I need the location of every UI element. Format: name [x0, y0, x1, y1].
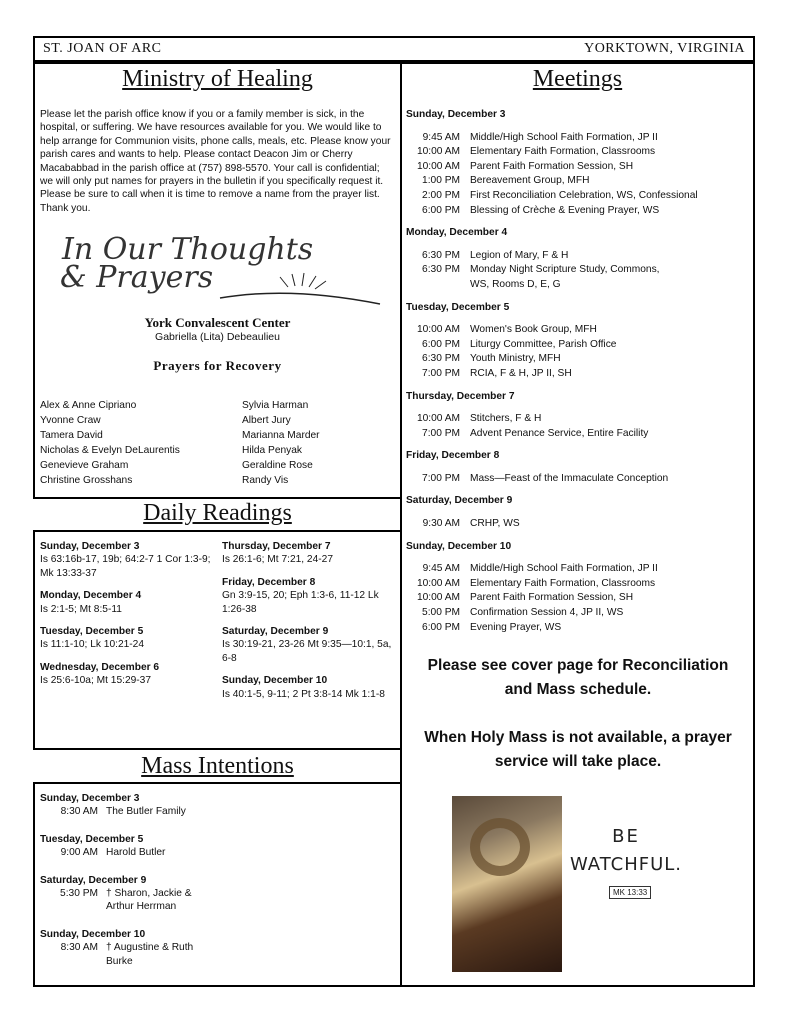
- meeting-time: 7:00 PM: [422, 472, 460, 484]
- reading-day: Thursday, December 7: [222, 541, 331, 552]
- meeting-day: [406, 226, 751, 292]
- intention-time: 5:30 PM: [60, 888, 98, 900]
- reading-text: Is 11:1-10; Lk 10:21-24: [40, 639, 145, 651]
- intention-time: 8:30 AM: [60, 806, 98, 818]
- intention-time: 8:30 AM: [60, 942, 98, 954]
- logo-line2: & Prayers: [60, 260, 214, 295]
- reading-text: Is 25:6-10a; Mt 15:29-37: [40, 675, 151, 687]
- intention-who: † Augustine & Ruth Burke: [106, 942, 194, 967]
- meeting-desc: Elementary Faith Formation, Classrooms: [470, 577, 656, 589]
- intentions-list: [40, 792, 395, 968]
- meeting-day: [406, 301, 751, 382]
- reading-day: Sunday, December 3: [40, 541, 140, 552]
- intention-who: The Butler Family: [106, 806, 186, 818]
- recovery-names-right: [242, 398, 392, 488]
- intention-day: Saturday, December 9: [40, 874, 147, 886]
- meeting-desc: Women's Book Group, MFH: [470, 324, 597, 336]
- meeting-desc: Advent Penance Service, Entire Facility: [470, 427, 649, 439]
- intention-day: Sunday, December 3: [40, 793, 140, 804]
- meeting-time: 6:00 PM: [422, 338, 460, 350]
- intention-item: [40, 792, 395, 819]
- center-name: York Convalescent Center: [144, 315, 291, 330]
- logo-line1: In Our Thoughts: [62, 232, 314, 267]
- intention-day: Tuesday, December 5: [40, 833, 144, 845]
- meeting-day-label: Tuesday, December 5: [406, 301, 510, 313]
- intention-item: [40, 928, 395, 968]
- meeting-day-label: Friday, December 8: [406, 450, 500, 462]
- meeting-time: 10:00 AM: [416, 592, 460, 604]
- meeting-day-label: Sunday, December 3: [406, 109, 506, 120]
- reading-day: Saturday, December 9: [222, 626, 329, 638]
- list-item: Yvonne Craw: [40, 415, 101, 426]
- meeting-time: 2:00 PM: [422, 189, 460, 201]
- meeting-desc: Bereavement Group, MFH: [470, 175, 590, 187]
- meeting-time: 5:00 PM: [422, 607, 460, 619]
- reading-day: Friday, December 8: [222, 576, 316, 588]
- meeting-day-label: Monday, December 4: [406, 227, 508, 239]
- meeting-time: 10:00 AM: [416, 413, 460, 425]
- meeting-desc: Confirmation Session 4, JP II, WS: [470, 607, 624, 619]
- meeting-day: [406, 390, 751, 442]
- reading-text: Is 30:19-21, 23-26 Mt 9:35—10:1, 5a, 6-8: [222, 639, 392, 664]
- prayers-logo: [60, 228, 390, 314]
- meeting-desc: Liturgy Committee, Parish Office: [470, 338, 617, 350]
- reading-day: Sunday, December 10: [222, 675, 328, 687]
- parish-name: ST. JOAN OF ARC: [43, 41, 162, 56]
- reading-day: Tuesday, December 5: [40, 626, 144, 638]
- meeting-time: 9:30 AM: [422, 518, 460, 530]
- meeting-day: [406, 449, 751, 486]
- list-item: Genevieve Graham: [40, 460, 129, 471]
- page-header: [33, 36, 755, 62]
- meeting-time: 9:45 AM: [422, 131, 460, 143]
- list-item: Randy Vis: [242, 475, 289, 486]
- meeting-desc: Parent Faith Formation Session, SH: [470, 160, 634, 172]
- meeting-desc: Blessing of Crèche & Evening Prayer, WS: [470, 204, 660, 216]
- intention-who: † Sharon, Jackie & Arthur Herrman: [106, 888, 192, 913]
- reading-day: Monday, December 4: [40, 590, 142, 602]
- meeting-time: 7:00 PM: [422, 367, 460, 379]
- list-item: Geraldine Rose: [242, 460, 313, 471]
- meeting-day-label: Thursday, December 7: [406, 390, 515, 402]
- center-person: Gabriella (Lita) Debeaulieu: [155, 331, 280, 343]
- list-item: Alex & Anne Cipriano: [40, 400, 137, 411]
- list-item: Nicholas & Evelyn DeLaurentis: [40, 445, 180, 456]
- watchful-line2: WATCHFUL.: [569, 854, 683, 875]
- meeting-time: 6:30 PM: [422, 249, 460, 261]
- list-item: Sylvia Harman: [242, 400, 309, 411]
- meeting-time: 9:45 AM: [422, 563, 460, 575]
- watchful-line1: BE: [612, 826, 640, 847]
- intention-item: [40, 874, 395, 914]
- healing-body: Please let the parish office know if you or a family member is sick, in the hospital, or suffering. We have resources available for you. We would like to help arrange for Communion visits, phone calls, meals, etc. Please know your parish cares and wants to help. Please contact Deacon Jim or Cherry Macababbad in the parish office at (757) 898-5570. Your call is confidential; we will only put names for prayers in the bulletin if you specifically request it. Please be sure to call when it is time to remove a name from the prayer list. Thank you.: [40, 109, 391, 214]
- meeting-desc: RCIA, F & H, JP II, SH: [470, 367, 572, 379]
- meeting-desc: Stitchers, F & H: [470, 413, 542, 425]
- meetings-list: [406, 108, 751, 635]
- meeting-desc: CRHP, WS: [470, 518, 520, 530]
- intention-day: Sunday, December 10: [40, 928, 146, 940]
- reading-text: Is 63:16b-17, 19b; 64:2-7 1 Cor 1:3-9; Mk 13:33-37: [40, 554, 211, 579]
- meeting-time: 6:30 PM: [422, 353, 460, 365]
- intention-item: [40, 833, 395, 860]
- meeting-desc: Monday Night Scripture Study, Commons, WS, Rooms D, E, G: [470, 264, 660, 290]
- be-watchful-image: [452, 796, 687, 972]
- intention-who: Harold Butler: [106, 847, 166, 859]
- meeting-desc: Middle/High School Faith Formation, JP II: [470, 563, 658, 575]
- meeting-time: 1:00 PM: [422, 175, 460, 187]
- meeting-time: 6:30 PM: [422, 264, 460, 276]
- reading-text: Is 2:1-5; Mt 8:5-11: [40, 603, 122, 615]
- reading-text: Is 26:1-6; Mt 7:21, 24-27: [222, 554, 333, 566]
- notice-prayer-service: When Holy Mass is not available, a prayer service will take place.: [424, 729, 732, 770]
- meeting-desc: Youth Ministry, MFH: [470, 353, 561, 365]
- mug-handle: [470, 818, 530, 876]
- readings-right: [222, 540, 397, 701]
- meeting-time: 10:00 AM: [416, 324, 460, 336]
- meeting-desc: Evening Prayer, WS: [470, 621, 562, 633]
- meeting-time: 10:00 AM: [416, 577, 460, 589]
- reading-text: Gn 3:9-15, 20; Eph 1:3-6, 11-12 Lk 1:26-38: [222, 590, 379, 615]
- reading-day: Wednesday, December 6: [40, 661, 160, 673]
- meeting-time: 10:00 AM: [416, 146, 460, 158]
- intention-time: 9:00 AM: [60, 847, 98, 859]
- meeting-time: 10:00 AM: [416, 160, 460, 172]
- meeting-day-label: Sunday, December 10: [406, 540, 512, 552]
- notice-schedule: Please see cover page for Reconciliation and Mass schedule.: [427, 657, 729, 698]
- list-item: Tamera David: [40, 430, 103, 441]
- meeting-desc: First Reconciliation Celebration, WS, Confessional: [470, 189, 698, 201]
- reading-text: Is 40:1-5, 9-11; 2 Pt 3:8-14 Mk 1:1-8: [222, 688, 385, 700]
- list-item: Albert Jury: [242, 415, 291, 426]
- readings-title: Daily Readings: [143, 500, 292, 526]
- intentions-title: Mass Intentions: [141, 753, 294, 779]
- list-item: Marianna Marder: [242, 430, 320, 441]
- meeting-time: 7:00 PM: [422, 427, 460, 439]
- meeting-desc: Mass—Feast of the Immaculate Conception: [470, 472, 669, 484]
- meeting-desc: Middle/High School Faith Formation, JP II: [470, 131, 658, 143]
- meeting-day: [406, 108, 751, 218]
- meeting-day-label: Saturday, December 9: [406, 495, 513, 507]
- meeting-desc: Elementary Faith Formation, Classrooms: [470, 146, 656, 158]
- parish-location: YORKTOWN, VIRGINIA: [584, 41, 745, 56]
- meeting-desc: Parent Faith Formation Session, SH: [470, 592, 634, 604]
- meeting-desc: Legion of Mary, F & H: [470, 249, 569, 261]
- meeting-time: 6:00 PM: [422, 204, 460, 216]
- meeting-day: [406, 540, 751, 636]
- readings-left: [40, 540, 215, 688]
- recovery-names-left: [40, 398, 240, 488]
- meeting-time: 6:00 PM: [422, 621, 460, 633]
- meetings-title: Meetings: [532, 66, 623, 92]
- meeting-day: [406, 494, 751, 531]
- healing-title: Ministry of Healing: [122, 66, 313, 92]
- watchful-ref: MK 13:33: [609, 886, 651, 899]
- list-item: Christine Grosshans: [40, 475, 133, 486]
- list-item: Hilda Penyak: [242, 445, 303, 456]
- recovery-title: Prayers for Recovery: [153, 358, 282, 373]
